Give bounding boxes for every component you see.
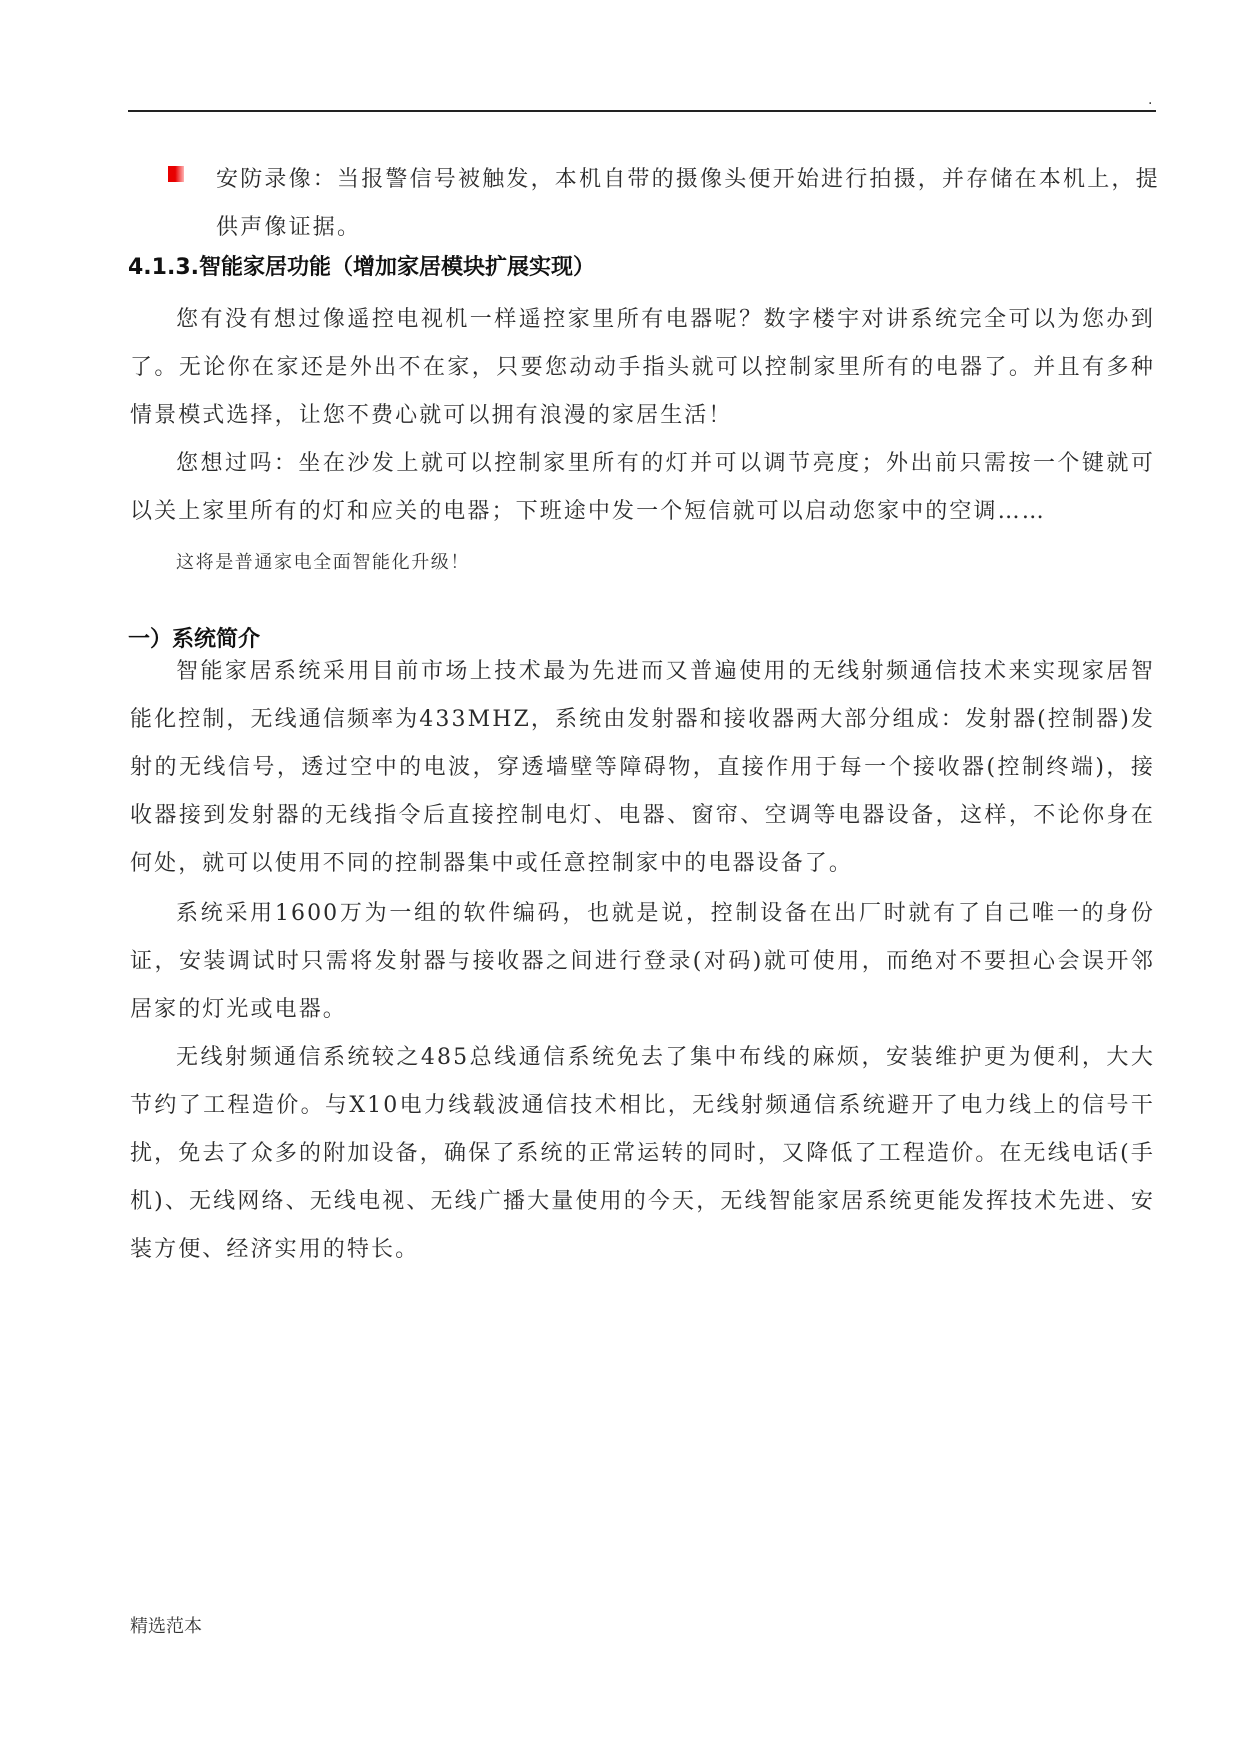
red-square-bullet-icon (168, 166, 184, 182)
paragraph-remote-control: 您有没有想过像遥控电视机一样遥控家里所有电器呢？数字楼宇对讲系统完全可以为您办到了。无论你在家还是外出不在家，只要您动动手指头就可以控制家里所有的电器了。并且有多种情景模式选择，让您不费心就可以拥有浪漫的家居生活！ (130, 307, 1155, 428)
paragraph-upgrade-line: 这将是普通家电全面智能化升级！ (176, 552, 470, 573)
paragraph-system-overview: 智能家居系统采用目前市场上技术最为先进而又普遍使用的无线射频通信技术来实现家居智能化控制，无线通信频率为433MHZ，系统由发射器和接收器两大部分组成：发射器(控制器)发射的无线信号，透过空中的电波，穿透墙壁等障碍物，直接作用于每一个接收器(控制终端)，接收器接到发射器的无线指令后直接控制电灯、电器、窗帘、空调等电器设备，这样，不论你身在何处，就可以使用不同的控制器集中或任意控制家中的电器设备了。 (130, 659, 1155, 876)
section-title-smart-home: 4.1.3.智能家居功能（增加家居模块扩展实现） (128, 255, 595, 280)
header-dot: . (1148, 92, 1153, 108)
paragraph-software-code: 系统采用1600万为一组的软件编码，也就是说，控制设备在出厂时就有了自己唯一的身份证，安装调试时只需将发射器与接收器之间进行登录(对码)就可使用，而绝对不要担心会误开邻居家的灯光或电器。 (130, 901, 1155, 1022)
header-rule (128, 110, 1156, 112)
paragraph-wireless-advantages: 无线射频通信系统较之485总线通信系统免去了集中布线的麻烦，安装维护更为便利，大大节约了工程造价。与X10电力线载波通信技术相比，无线射频通信系统避开了电力线上的信号干扰，免去了众多的附加设备，确保了系统的正常运转的同时，又降低了工程造价。在无线电话(手机)、无线网络、无线电视、无线广播大量使用的今天，无线智能家居系统更能发挥技术先进、安装方便、经济实用的特长。 (130, 1045, 1155, 1262)
paragraph-imagine: 您想过吗：坐在沙发上就可以控制家里所有的灯并可以调节亮度；外出前只需按一个键就可以关上家里所有的灯和应关的电器；下班途中发一个短信就可以启动您家中的空调…… (130, 451, 1155, 524)
bullet-text: 安防录像：当报警信号被触发，本机自带的摄像头便开始进行拍摄，并存储在本机上，提供声像证据。 (216, 167, 1160, 240)
footer-label: 精选范本 (130, 1616, 202, 1637)
section-title-system-intro: 一）系统简介 (128, 627, 261, 652)
